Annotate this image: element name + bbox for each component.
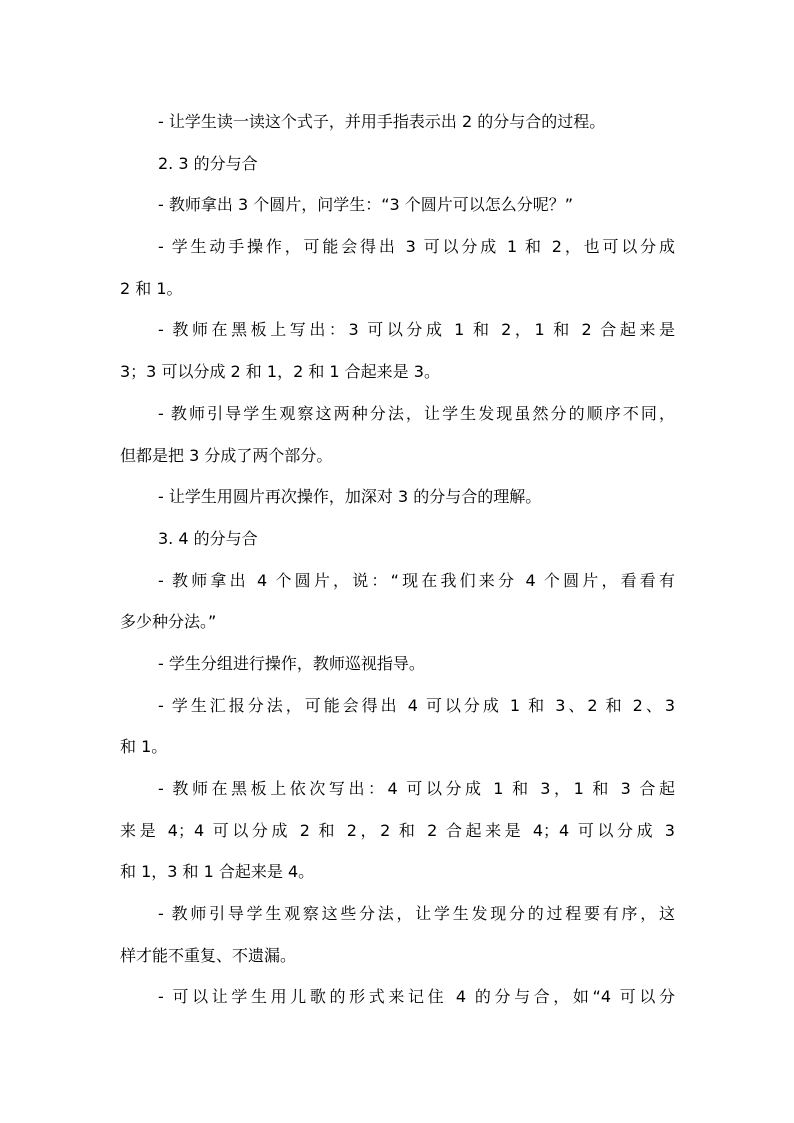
paragraph-line: 3；3 可以分成 2 和 1，2 和 1 合起来是 3。 [120,362,440,382]
paragraph-line: - 让学生读一读这个式子，并用手指表示出 2 的分与合的过程。 [158,112,606,131]
section-heading: 3. 4 的分与合 [158,528,258,548]
paragraph-line: 多少种分法。” [120,612,217,632]
section-heading: 2. 3 的分与合 [158,153,258,173]
paragraph-line: - 教师在黑板上依次写出：4 可以分成 1 和 3，1 和 3 合起 [158,779,675,798]
paragraph-line: - 学生分组进行操作，教师巡视指导。 [158,653,425,673]
paragraph-line: - 让学生用圆片再次操作，加深对 3 的分与合的理解。 [158,487,542,507]
paragraph-line: 来是 4；4 可以分成 2 和 2，2 和 2 合起来是 4；4 可以分成 3 [120,820,675,840]
document-body [120,101,675,1018]
paragraph-line: - 学生汇报分法，可能会得出 4 可以分成 1 和 3、2 和 2、3 [158,695,675,715]
paragraph-line: - 教师拿出 4 个圆片，说：“现在我们来分 4 个圆片，看看有 [158,570,675,590]
paragraph-line: 样才能不重复、不遗漏。 [120,945,297,965]
paragraph-line: 和 1。 [120,737,168,757]
paragraph-line: 和 1，3 和 1 合起来是 4。 [120,862,315,882]
paragraph-line: 2 和 1。 [120,278,183,298]
paragraph-line: 但都是把 3 分成了两个部分。 [120,445,333,465]
paragraph-line: - 教师在黑板上写出：3 可以分成 1 和 2，1 和 2 合起来是 [158,320,675,340]
paragraph-line: - 学生动手操作，可能会得出 3 可以分成 1 和 2，也可以分成 [158,237,675,257]
paragraph-line: - 教师拿出 3 个圆片，问学生：“3 个圆片可以怎么分呢？” [158,195,574,215]
paragraph-line: - 教师引导学生观察这些分法，让学生发现分的过程要有序，这 [158,904,675,924]
paragraph-line: - 教师引导学生观察这两种分法，让学生发现虽然分的顺序不同， [158,403,675,423]
paragraph-line: - 可以让学生用儿歌的形式来记住 4 的分与合，如“4 可以分 [158,987,675,1007]
